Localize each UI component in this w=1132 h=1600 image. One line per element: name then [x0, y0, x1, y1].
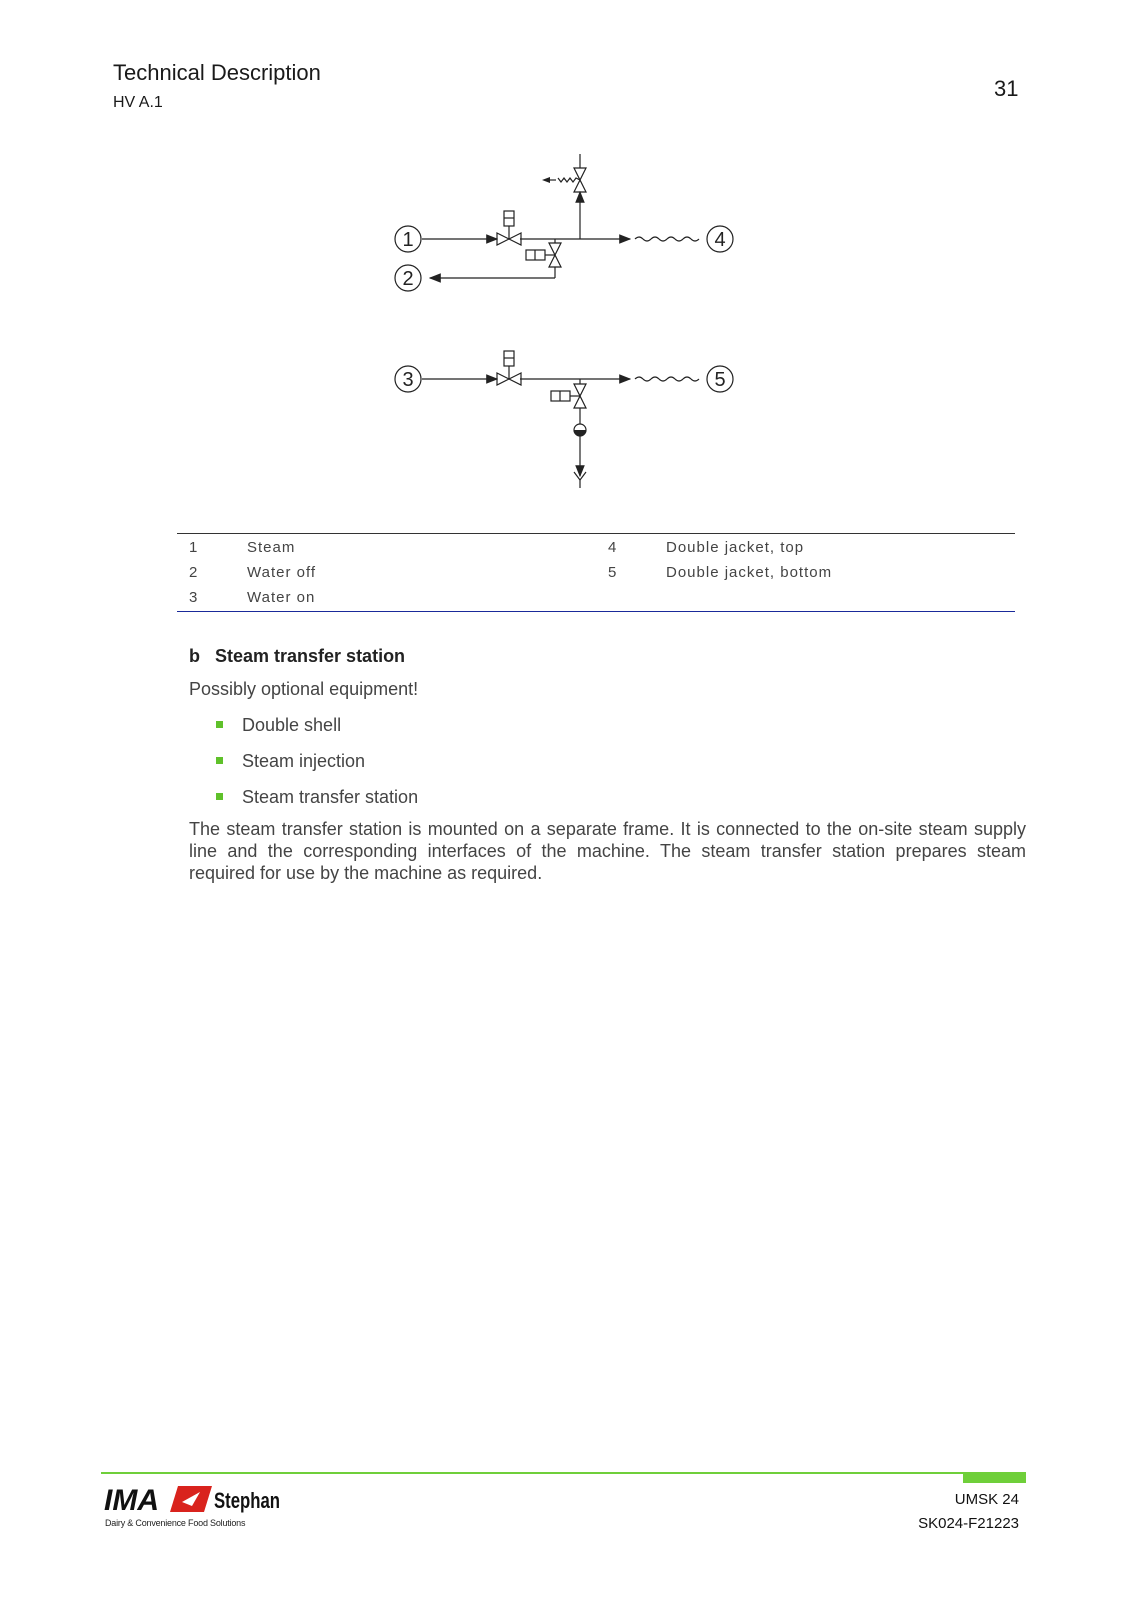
- diagram-legend: [177, 533, 1015, 612]
- list-item-text: Steam transfer station: [242, 787, 419, 807]
- list-item-text: Double shell: [242, 715, 342, 735]
- list-item-text: Steam injection: [242, 751, 366, 771]
- page-title: Technical Description: [113, 60, 321, 85]
- callout-1-label: 1: [402, 229, 414, 251]
- callout-5: [707, 366, 733, 392]
- bullet-square-icon: [216, 721, 223, 728]
- page-number: 31: [994, 76, 1019, 101]
- legend-text: Double jacket, top: [666, 539, 805, 556]
- callout-1: [395, 226, 421, 252]
- footer-accent-tab: [963, 1472, 1026, 1483]
- page-subtitle: HV A.1: [113, 94, 163, 111]
- legend-text: Water on: [247, 589, 316, 606]
- bullet-list: [216, 715, 418, 823]
- document-id: UMSK 24: [954, 1491, 1019, 1508]
- section-intro: Possibly optional equipment!: [189, 679, 419, 699]
- section-heading: [189, 646, 405, 667]
- callout-3: [395, 366, 421, 392]
- legend-text: Water off: [247, 564, 317, 581]
- legend-number: 1: [189, 539, 199, 556]
- legend-number: 2: [189, 564, 199, 581]
- callout-4: [707, 226, 733, 252]
- bullet-square-icon: [216, 793, 223, 800]
- logo-brand-text: Stephan: [214, 1488, 280, 1513]
- legend-number: 4: [608, 539, 618, 556]
- bullet-square-icon: [216, 757, 223, 764]
- section-letter: b: [189, 646, 200, 666]
- footer-divider: [101, 1472, 1026, 1474]
- callout-2-label: 2: [402, 268, 414, 290]
- section-title: Steam transfer station: [215, 646, 406, 666]
- logo-tagline: Dairy & Convenience Food Solutions: [105, 1518, 246, 1528]
- callout-5-label: 5: [714, 369, 726, 391]
- legend-number: 5: [608, 564, 618, 581]
- logo-ima-text: IMA: [104, 1484, 159, 1517]
- callout-2: [395, 265, 421, 291]
- company-logo: [104, 1482, 284, 1516]
- legend-text: Steam: [247, 539, 296, 556]
- callout-4-label: 4: [714, 229, 726, 251]
- legend-number: 3: [189, 589, 199, 606]
- section-body: The steam transfer station is mounted on a separate frame. It is connected to the on-site steam supply line and the corresponding interfaces of the machine. The steam transfer station prepares steam required for use by the machine as required.: [189, 819, 1026, 883]
- list-item: [216, 715, 418, 751]
- callout-3-label: 3: [402, 369, 414, 391]
- legend-text: Double jacket, bottom: [666, 564, 833, 581]
- document-code: SK024-F21223: [918, 1515, 1019, 1532]
- list-item: [216, 751, 418, 787]
- steam-piping-diagram: [380, 140, 800, 520]
